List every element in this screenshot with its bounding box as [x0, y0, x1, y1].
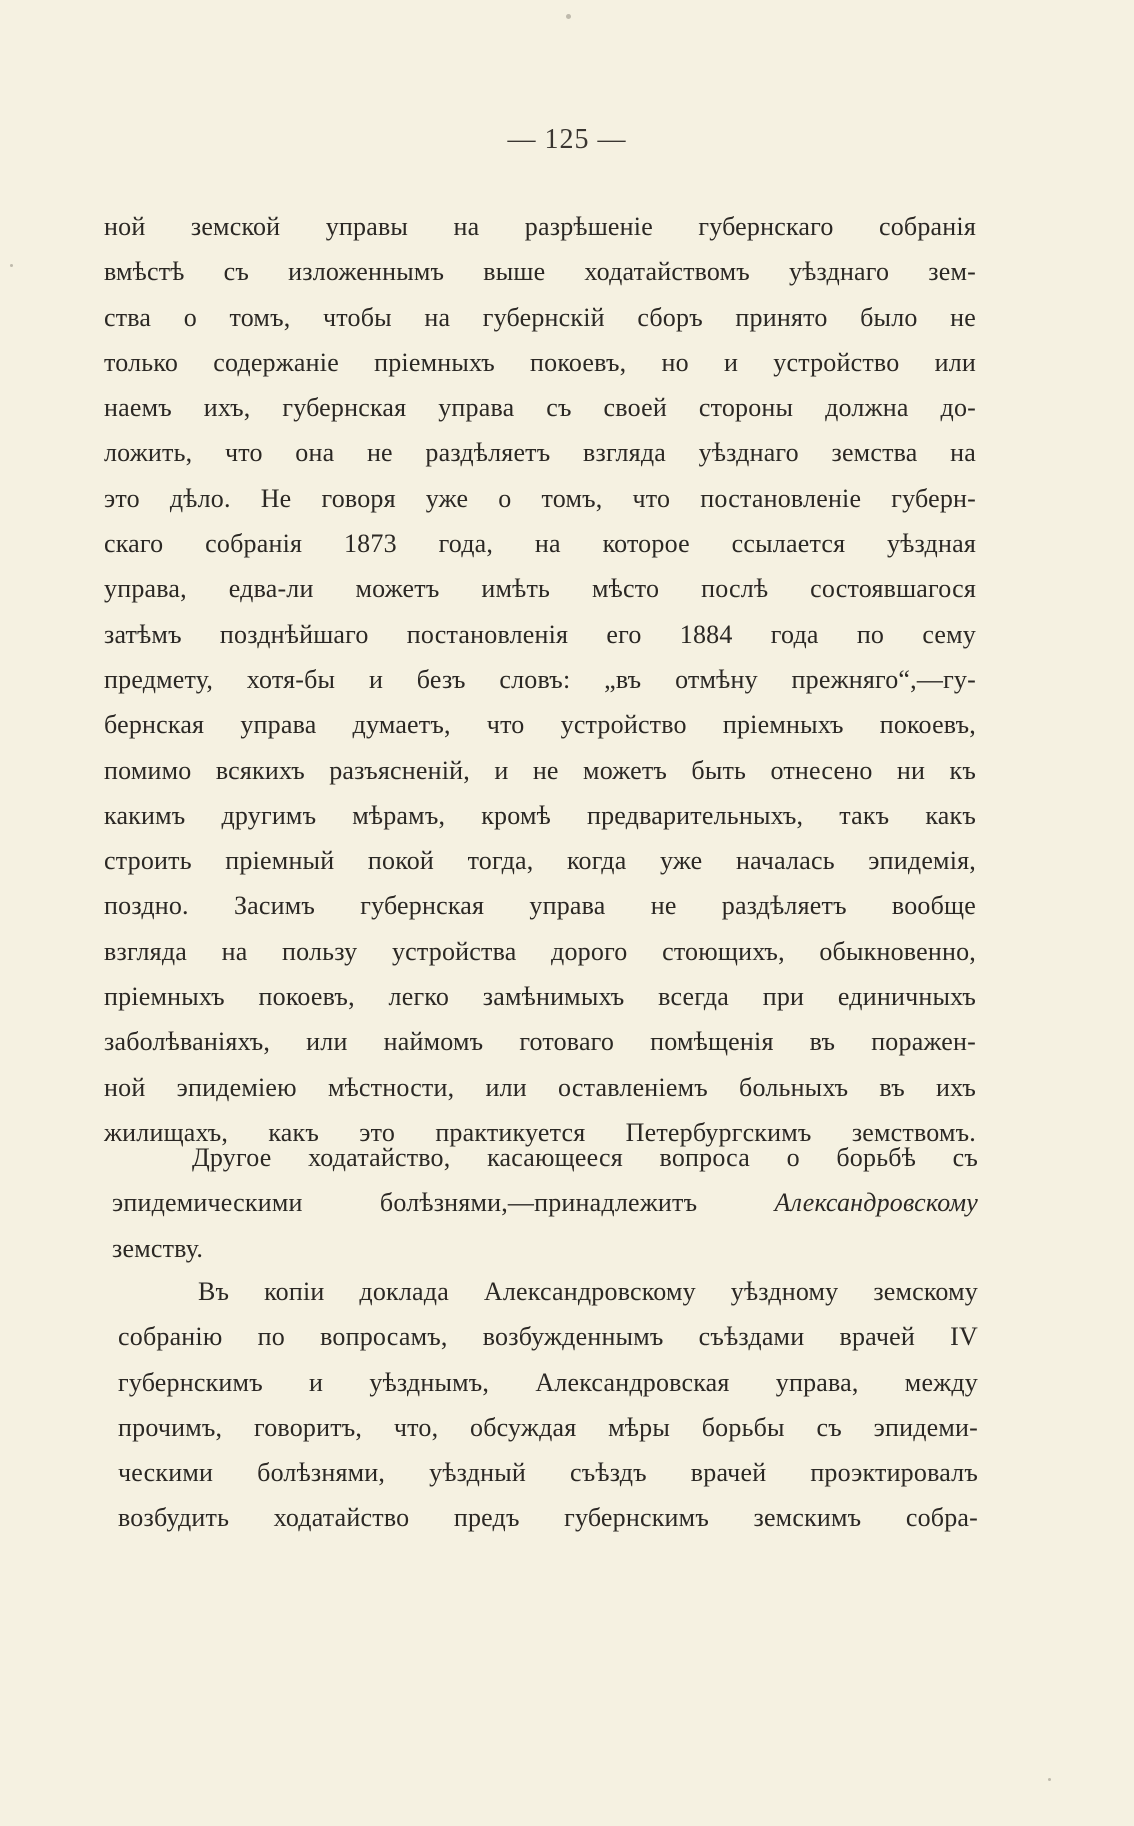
- italic-emphasis: Александровскому: [774, 1188, 978, 1218]
- text-line: наемъ ихъ, губернская управа съ своей стороны должна до-: [104, 393, 976, 423]
- paragraph-1: [104, 204, 976, 1155]
- text-line: Въ копіи доклада Александровскому уѣздному земскому: [198, 1277, 978, 1306]
- text-line: взгляда на пользу устройства дорого стоющихъ, обыкновенно,: [104, 936, 976, 966]
- text-line: помимо всякихъ разъясненій, и не можетъ быть отнесено ни къ: [104, 755, 976, 785]
- text-line: пріемныхъ покоевъ, легко замѣнимыхъ всегда при единичныхъ: [104, 982, 976, 1012]
- text-line: управа, едва-ли можетъ имѣть мѣсто послѣ состоявшагося: [104, 574, 976, 604]
- text-line: возбудить ходатайство предъ губернскимъ земскимъ собра-: [118, 1503, 978, 1533]
- paper-speck: [566, 14, 571, 19]
- paper-speck: [10, 264, 13, 267]
- text-line: ства о томъ, чтобы на губернскій сборъ принято было не: [104, 302, 976, 332]
- text-line: губернскимъ и уѣзднымъ, Александровская управа, между: [118, 1367, 978, 1397]
- text-line: прочимъ, говоритъ, что, обсуждая мѣры борьбы съ эпидеми-: [118, 1412, 978, 1442]
- text-line: вмѣстѣ съ изложеннымъ выше ходатайствомъ уѣзднаго зем-: [104, 257, 976, 287]
- text-line: какимъ другимъ мѣрамъ, кромѣ предварительныхъ, такъ какъ: [104, 800, 976, 830]
- paragraph-3: [118, 1269, 978, 1541]
- text-line: ложить, что она не раздѣляетъ взгляда уѣзднаго земства на: [104, 438, 976, 468]
- text-line: затѣмъ позднѣйшаго постановленія его 1884 года по сему: [104, 619, 976, 649]
- text-line: Другое ходатайство, касающееся вопроса о борьбѣ съ: [192, 1143, 978, 1172]
- text-fragment: эпидемическими болѣзнями,—принадлежитъ: [112, 1188, 775, 1218]
- text-line: это дѣло. Не говоря уже о томъ, что постановленіе губерн-: [104, 483, 976, 513]
- paragraph-2: [112, 1135, 978, 1271]
- text-line: ной эпидеміею мѣстности, или оставленіемъ больныхъ въ ихъ: [104, 1072, 976, 1102]
- text-line: предмету, хотя-бы и безъ словъ: „въ отмѣну прежняго“,—гу-: [104, 664, 976, 694]
- text-line: заболѣваніяхъ, или наймомъ готоваго помѣщенія въ поражен-: [104, 1027, 976, 1057]
- text-line: бернская управа думаетъ, что устройство пріемныхъ покоевъ,: [104, 710, 976, 740]
- text-line: только содержаніе пріемныхъ покоевъ, но и устройство или: [104, 347, 976, 377]
- text-line: [112, 1180, 978, 1225]
- text-line: земству.: [112, 1233, 204, 1263]
- paper-speck: [1048, 1778, 1051, 1781]
- text-line: жилищахъ, какъ это практикуется Петербургскимъ земствомъ.: [104, 1117, 976, 1147]
- text-line: скаго собранія 1873 года, на которое ссылается уѣздная: [104, 529, 976, 559]
- text-line: строить пріемный покой тогда, когда уже началась эпидемія,: [104, 846, 976, 876]
- text-line: поздно. Засимъ губернская управа не раздѣляетъ вообще: [104, 891, 976, 921]
- text-line: ной земской управы на разрѣшеніе губернскаго собранія: [104, 212, 976, 241]
- page-number: — 125 —: [507, 124, 627, 155]
- text-line: ческими болѣзнями, уѣздный съѣздъ врачей проэктировалъ: [118, 1458, 978, 1488]
- text-line: собранію по вопросамъ, возбужденнымъ съѣздами врачей IV: [118, 1322, 978, 1352]
